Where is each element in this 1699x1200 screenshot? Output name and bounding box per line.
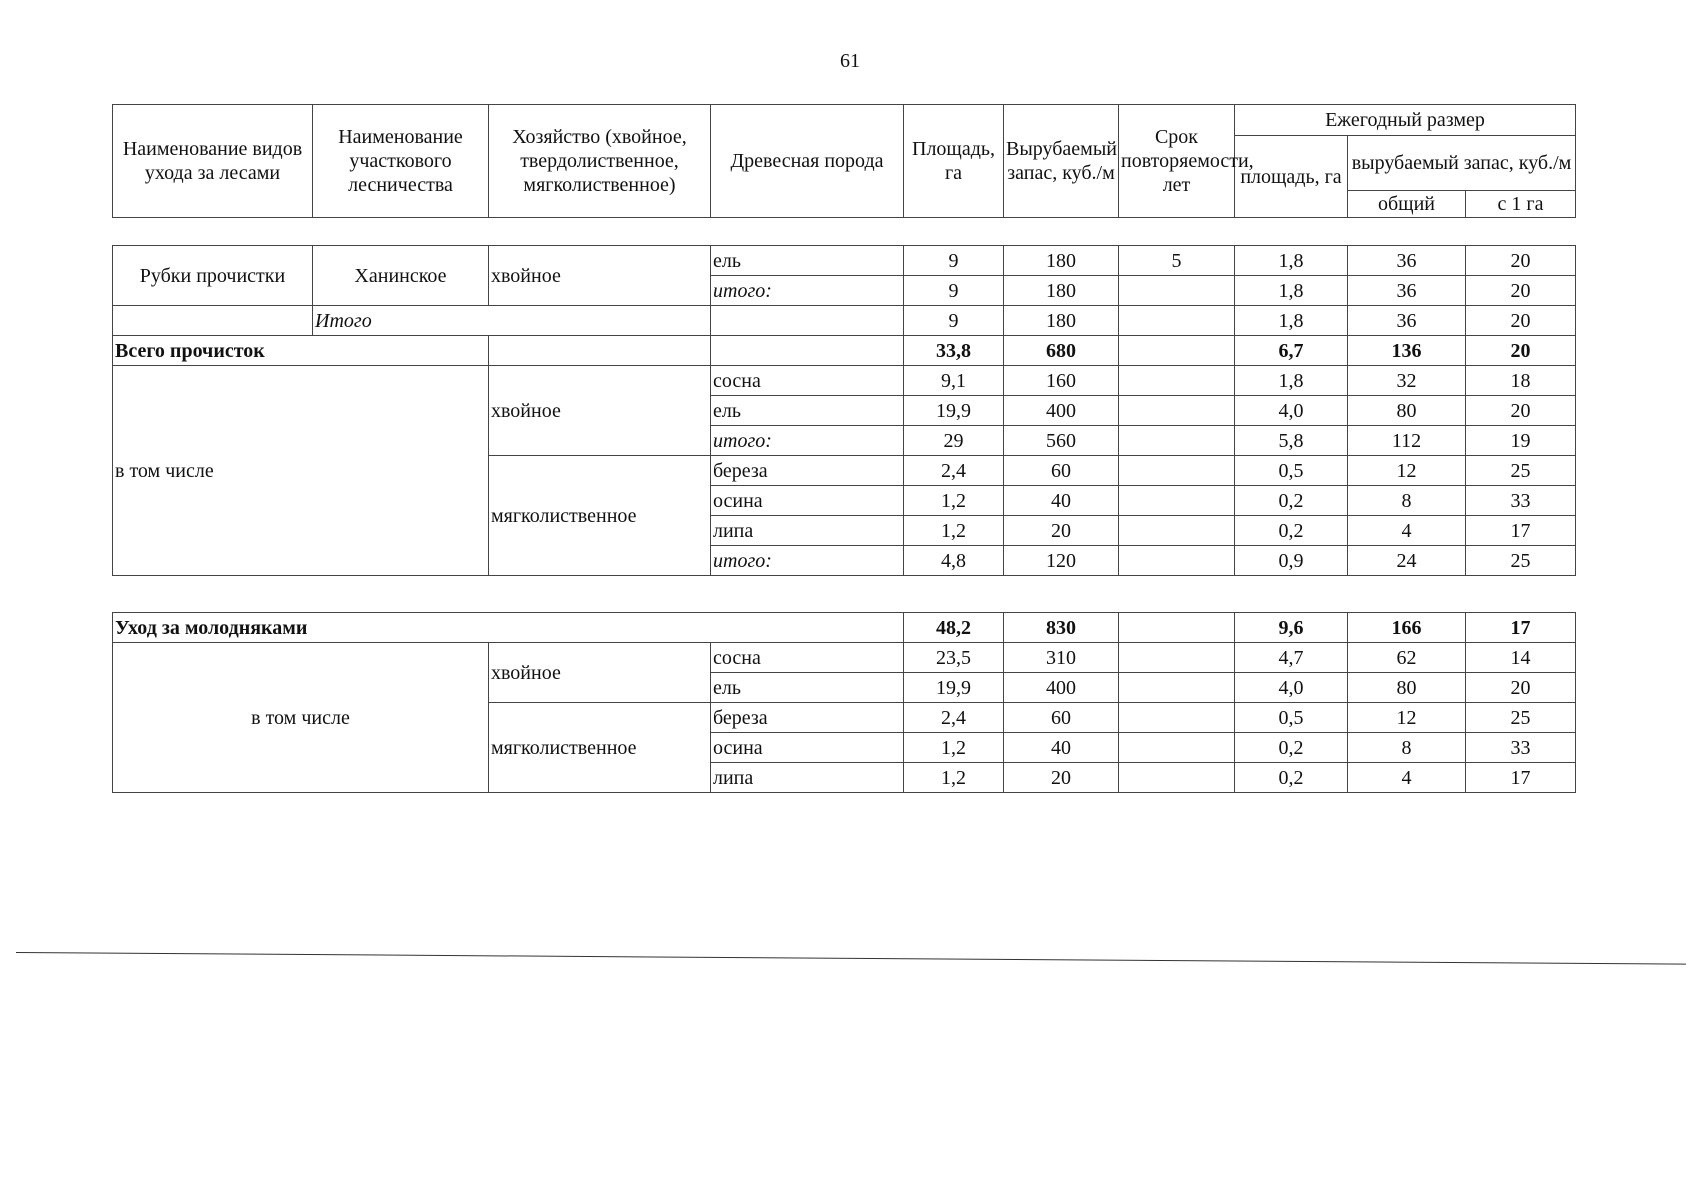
area-cell: 2,4 (904, 703, 1004, 733)
per-ha-cell: 33 (1466, 733, 1576, 763)
annual-area-cell: 9,6 (1235, 613, 1348, 643)
total-cell: 8 (1348, 486, 1466, 516)
volume-cell: 20 (1004, 763, 1119, 793)
species-cell: липа (711, 516, 904, 546)
total-cell: 36 (1348, 306, 1466, 336)
spacer-row (113, 576, 1576, 613)
itogo-label: Итого (313, 306, 711, 336)
annual-area-cell: 0,5 (1235, 703, 1348, 733)
volume-cell: 180 (1004, 306, 1119, 336)
empty-cell (1119, 486, 1235, 516)
total-cell: 12 (1348, 703, 1466, 733)
header-species: Древесная порода (711, 105, 904, 218)
area-cell: 1,2 (904, 516, 1004, 546)
per-ha-cell: 33 (1466, 486, 1576, 516)
total-cell: 80 (1348, 396, 1466, 426)
total-cell: 4 (1348, 763, 1466, 793)
empty-cell (113, 306, 313, 336)
page-number: 61 (840, 50, 860, 72)
area-cell: 23,5 (904, 643, 1004, 673)
total-cell: 136 (1348, 336, 1466, 366)
header-volume: Вырубаемый запас, куб./м (1004, 105, 1119, 218)
total-cell: 80 (1348, 673, 1466, 703)
per-ha-cell: 20 (1466, 276, 1576, 306)
empty-cell (711, 306, 904, 336)
area-cell: 9,1 (904, 366, 1004, 396)
empty-cell (1119, 703, 1235, 733)
empty-cell (1119, 516, 1235, 546)
table-row (113, 643, 1576, 673)
empty-cell (1119, 643, 1235, 673)
species-cell: осина (711, 486, 904, 516)
species-cell: итого: (711, 426, 904, 456)
area-cell: 9 (904, 246, 1004, 276)
area-cell: 1,2 (904, 763, 1004, 793)
table-row (113, 366, 1576, 396)
header-per-ha: с 1 га (1466, 191, 1576, 218)
annual-area-cell: 5,8 (1235, 426, 1348, 456)
area-cell: 9 (904, 276, 1004, 306)
empty-cell (489, 336, 711, 366)
per-ha-cell: 25 (1466, 456, 1576, 486)
species-cell: осина (711, 733, 904, 763)
species-cell: сосна (711, 366, 904, 396)
header-area: Площадь, га (904, 105, 1004, 218)
area-cell: 29 (904, 426, 1004, 456)
volume-cell: 40 (1004, 486, 1119, 516)
per-ha-cell: 14 (1466, 643, 1576, 673)
farm-cell: хвойное (489, 643, 711, 703)
farm-cell: хвойное (489, 366, 711, 456)
volume-cell: 400 (1004, 673, 1119, 703)
annual-area-cell: 1,8 (1235, 366, 1348, 396)
table-row (113, 246, 1576, 276)
period-cell: 5 (1119, 246, 1235, 276)
empty-cell (1119, 336, 1235, 366)
area-cell: 19,9 (904, 673, 1004, 703)
total-cell: 112 (1348, 426, 1466, 456)
header-forestry: Наименование участкового лесничества (313, 105, 489, 218)
volume-cell: 120 (1004, 546, 1119, 576)
empty-cell (1119, 366, 1235, 396)
annual-area-cell: 4,0 (1235, 673, 1348, 703)
per-ha-cell: 20 (1466, 673, 1576, 703)
area-cell: 19,9 (904, 396, 1004, 426)
per-ha-cell: 25 (1466, 703, 1576, 733)
per-ha-cell: 20 (1466, 246, 1576, 276)
area-cell: 1,2 (904, 486, 1004, 516)
total-cell: 36 (1348, 276, 1466, 306)
area-cell: 9 (904, 306, 1004, 336)
area-cell: 1,2 (904, 733, 1004, 763)
per-ha-cell: 17 (1466, 516, 1576, 546)
per-ha-cell: 25 (1466, 546, 1576, 576)
volume-cell: 680 (1004, 336, 1119, 366)
itogo-row (113, 306, 1576, 336)
area-cell: 4,8 (904, 546, 1004, 576)
annual-area-cell: 0,2 (1235, 486, 1348, 516)
empty-cell (1119, 673, 1235, 703)
volume-cell: 180 (1004, 246, 1119, 276)
annual-area-cell: 1,8 (1235, 276, 1348, 306)
empty-cell (1119, 306, 1235, 336)
annual-area-cell: 4,0 (1235, 396, 1348, 426)
footer-divider (16, 952, 1686, 965)
species-cell: ель (711, 396, 904, 426)
farm-cell: мягколиственное (489, 703, 711, 793)
header-annual-area: площадь, га (1235, 136, 1348, 218)
volume-cell: 830 (1004, 613, 1119, 643)
per-ha-cell: 18 (1466, 366, 1576, 396)
annual-area-cell: 0,2 (1235, 516, 1348, 546)
vsego-row (113, 336, 1576, 366)
annual-area-cell: 0,5 (1235, 456, 1348, 486)
farm-cell: хвойное (489, 246, 711, 306)
header-total: общий (1348, 191, 1466, 218)
per-ha-cell: 20 (1466, 336, 1576, 366)
spacer-cell (113, 218, 1576, 246)
species-cell: итого: (711, 276, 904, 306)
volume-cell: 560 (1004, 426, 1119, 456)
species-cell: береза (711, 703, 904, 733)
forestry-cell: Ханинское (313, 246, 489, 306)
volume-cell: 20 (1004, 516, 1119, 546)
total-cell: 8 (1348, 733, 1466, 763)
care-type-cell: Рубки прочистки (113, 246, 313, 306)
empty-cell (1119, 763, 1235, 793)
volume-cell: 40 (1004, 733, 1119, 763)
empty-cell (1119, 426, 1235, 456)
volume-cell: 310 (1004, 643, 1119, 673)
header-annual-volume: вырубаемый запас, куб./м (1348, 136, 1576, 191)
farm-cell: мягколиственное (489, 456, 711, 576)
header-farm-type: Хозяйство (хвойное, твердолиственное, мягколиственное) (489, 105, 711, 218)
period-cell (1119, 276, 1235, 306)
area-cell: 33,8 (904, 336, 1004, 366)
total-cell: 12 (1348, 456, 1466, 486)
total-cell: 24 (1348, 546, 1466, 576)
spacer-cell (113, 576, 1576, 613)
area-cell: 48,2 (904, 613, 1004, 643)
per-ha-cell: 20 (1466, 306, 1576, 336)
incl-label: в том числе (113, 366, 489, 576)
species-cell: липа (711, 763, 904, 793)
empty-cell (1119, 546, 1235, 576)
annual-area-cell: 1,8 (1235, 246, 1348, 276)
species-cell: сосна (711, 643, 904, 673)
header-period: Срок повторяемости, лет (1119, 105, 1235, 218)
young-label: Уход за молодняками (113, 613, 904, 643)
annual-area-cell: 6,7 (1235, 336, 1348, 366)
annual-area-cell: 4,7 (1235, 643, 1348, 673)
volume-cell: 60 (1004, 703, 1119, 733)
per-ha-cell: 20 (1466, 396, 1576, 426)
total-cell: 32 (1348, 366, 1466, 396)
empty-cell (1119, 733, 1235, 763)
species-cell: береза (711, 456, 904, 486)
header-care-type: Наименование видов ухода за лесами (113, 105, 313, 218)
total-cell: 62 (1348, 643, 1466, 673)
empty-cell (1119, 613, 1235, 643)
spacer-row (113, 218, 1576, 246)
annual-area-cell: 0,2 (1235, 733, 1348, 763)
species-cell: итого: (711, 546, 904, 576)
per-ha-cell: 17 (1466, 613, 1576, 643)
forest-care-table-wrapper (112, 104, 1575, 793)
species-cell: ель (711, 246, 904, 276)
total-cell: 36 (1348, 246, 1466, 276)
annual-area-cell: 0,9 (1235, 546, 1348, 576)
incl-label: в том числе (113, 643, 489, 793)
header-row-1 (113, 105, 1576, 136)
species-cell: ель (711, 673, 904, 703)
annual-area-cell: 1,8 (1235, 306, 1348, 336)
per-ha-cell: 17 (1466, 763, 1576, 793)
area-cell: 2,4 (904, 456, 1004, 486)
annual-area-cell: 0,2 (1235, 763, 1348, 793)
volume-cell: 60 (1004, 456, 1119, 486)
empty-cell (711, 336, 904, 366)
total-cell: 4 (1348, 516, 1466, 546)
header-annual: Ежегодный размер (1235, 105, 1576, 136)
young-row (113, 613, 1576, 643)
total-cell: 166 (1348, 613, 1466, 643)
empty-cell (1119, 456, 1235, 486)
vsego-label: Всего прочисток (113, 336, 489, 366)
forest-care-table (112, 104, 1576, 793)
volume-cell: 400 (1004, 396, 1119, 426)
per-ha-cell: 19 (1466, 426, 1576, 456)
volume-cell: 180 (1004, 276, 1119, 306)
volume-cell: 160 (1004, 366, 1119, 396)
empty-cell (1119, 396, 1235, 426)
